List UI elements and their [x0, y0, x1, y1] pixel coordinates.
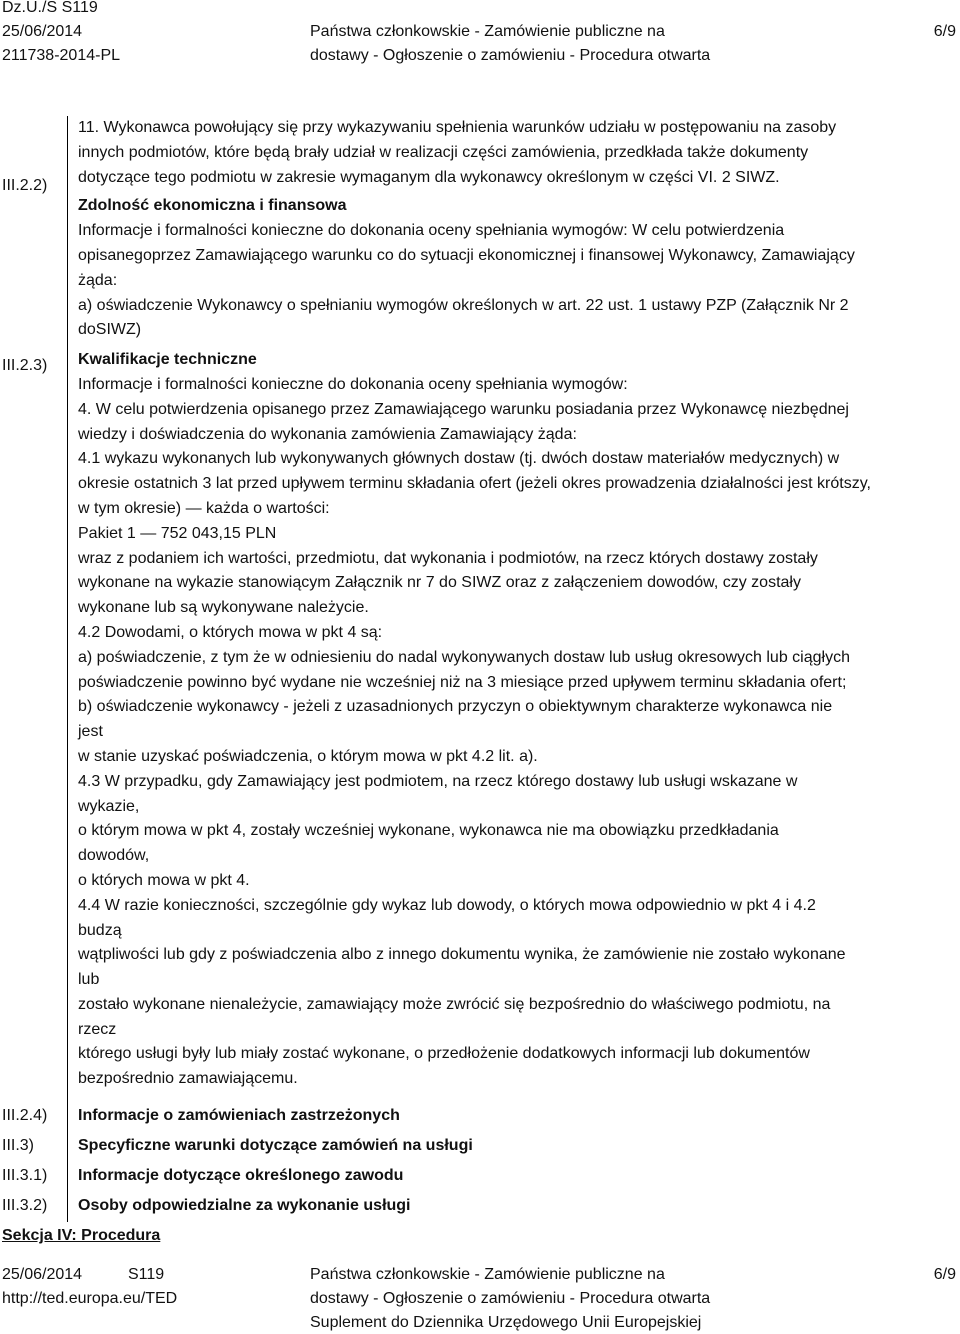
- header-journal-ref: Dz.U./S S119: [2, 0, 98, 16]
- header-title-line2: dostawy - Ogłoszenie o zamówieniu - Procedura otwarta: [310, 47, 711, 64]
- text-line: 4.3 W przypadku, gdy Zamawiający jest podmiotem, na rzecz którego dostawy lub usługi wskazane w: [78, 772, 798, 790]
- text-line: budzą: [78, 921, 122, 939]
- text-line: lub: [78, 971, 100, 989]
- technical-capacity-block: [78, 348, 948, 1092]
- section-number-iii-3: III.3): [2, 1137, 35, 1154]
- text-line: o którym mowa w pkt 4, zostały wcześniej wykonane, wykonawca nie ma obowiązku przedkładania: [78, 822, 779, 840]
- text-line: 4.2 Dowodami, o których mowa w pkt 4 są:: [78, 623, 383, 641]
- section-number-iii-2-2: III.2.2): [2, 177, 48, 194]
- margin-divider: [67, 116, 68, 1222]
- header-page-number: 6/9: [933, 23, 956, 40]
- text-line: o których mowa w pkt 4.: [78, 871, 250, 889]
- footer-title-line1: Państwa członkowskie - Zamówienie publiczne na: [310, 1266, 665, 1283]
- text-line: 4. W celu potwierdzenia opisanego przez Zamawiającego warunku posiadania przez Wykonawcę niezbędnej: [78, 400, 849, 418]
- text-line: wykonane lub są wykonywane należycie.: [78, 599, 369, 617]
- responsible-persons-title: Osoby odpowiedzialne za wykonanie usługi: [78, 1197, 411, 1214]
- paragraph-item-11: [78, 116, 948, 190]
- text-line: 4.1 wykazu wykonanych lub wykonywanych głównych dostaw (tj. dwóch dostaw materiałów medycznych) w: [78, 450, 840, 468]
- text-line: wraz z podaniem ich wartości, przedmiotu, dat wykonania i podmiotów, na rzecz których dostawy zostały: [78, 549, 818, 567]
- section-content: [78, 116, 948, 1092]
- text-line: wykazie,: [78, 797, 140, 815]
- text-line: poświadczenie powinno być wydane nie wcześniej niż na 3 miesiące przed upływem terminu składania ofert;: [78, 673, 847, 691]
- text-line: 4.4 W razie konieczności, szczególnie gdy wykaz lub dowody, o których mowa odpowiednio w pkt 4 i 4.2: [78, 896, 816, 914]
- section-number-iii-2-3: III.2.3): [2, 357, 48, 374]
- text-line: a) oświadczenie Wykonawcy o spełnianiu wymogów określonych w art. 22 ust. 1 ustawy PZP (Załącznik Nr 2: [78, 296, 849, 314]
- text-line: b) oświadczenie wykonawcy - jeżeli z uzasadnionych przyczyn o obiektywnym charakterze wykonawca nie: [78, 698, 833, 716]
- text-line: 11. Wykonawca powołujący się przy wykazywaniu spełnienia warunków udziału w postępowaniu na zasoby: [78, 119, 837, 136]
- footer-page-number: 6/9: [933, 1266, 956, 1283]
- section-number-iii-2-4: III.2.4): [2, 1107, 48, 1124]
- text-line: a) poświadczenie, z tym że w odniesieniu do nadal wykonywanych dostaw lub usług okresowych lub ciągłych: [78, 648, 850, 666]
- profession-info-title: Informacje dotyczące określonego zawodu: [78, 1167, 404, 1184]
- header-notice-id: 211738-2014-PL: [2, 47, 121, 64]
- footer-date: 25/06/2014: [2, 1266, 83, 1283]
- section-iv-heading: Sekcja IV: Procedura: [2, 1227, 161, 1244]
- service-conditions-title: Specyficzne warunki dotyczące zamówień na usługi: [78, 1137, 473, 1154]
- text-line: rzecz: [78, 1020, 117, 1038]
- footer-supplement: Suplement do Dziennika Urzędowego Unii Europejskiej: [310, 1314, 702, 1331]
- text-line: dowodów,: [78, 847, 150, 865]
- header-date: 25/06/2014: [2, 23, 83, 40]
- text-line: wątpliwości lub gdy z poświadczenia albo z innego dokumentu wynika, że zamówienie nie zostało wykonane: [78, 946, 846, 964]
- text-line: którego usługi były lub miały zostać wykonane, o przedłożenie dodatkowych informacji lub dokumentów: [78, 1045, 810, 1063]
- reserved-contracts-title: Informacje o zamówieniach zastrzeżonych: [78, 1107, 400, 1124]
- text-line: w tym okresie) — każda o wartości:: [78, 499, 330, 517]
- section-number-iii-3-2: III.3.2): [2, 1197, 48, 1214]
- text-line: opisanegoprzez Zamawiającego warunku co do sytuacji ekonomicznej i finansowej Wykonawcy, Zamawiający: [78, 246, 855, 264]
- text-line: jest: [78, 723, 103, 741]
- economic-capacity-title: Zdolność ekonomiczna i finansowa: [78, 197, 347, 215]
- text-line: Informacje i formalności konieczne do dokonania oceny spełniania wymogów: W celu potwierdzenia: [78, 222, 785, 240]
- section-number-iii-3-1: III.3.1): [2, 1167, 48, 1184]
- footer-url[interactable]: http://ted.europa.eu/TED: [2, 1290, 178, 1307]
- text-line: innych podmiotów, które będą brały udział w realizacji części zamówienia, przedkłada także dokumenty: [78, 143, 809, 161]
- technical-capacity-title: Kwalifikacje techniczne: [78, 351, 257, 369]
- footer-title-line2: dostawy - Ogłoszenie o zamówieniu - Procedura otwarta: [310, 1290, 711, 1307]
- text-line: zostało wykonane nienależycie, zamawiający może zwrócić się bezpośrednio do właściwego podmiotu, na: [78, 995, 831, 1013]
- text-line: Informacje i formalności konieczne do dokonania oceny spełniania wymogów:: [78, 375, 628, 393]
- text-line: żąda:: [78, 271, 118, 289]
- text-line: dotyczące tego podmiotu w zakresie wymaganym dla wykonawcy określonym w części VI. 2 SIWZ.: [78, 168, 780, 186]
- text-line: wiedzy i doświadczenia do wykonania zamówienia Zamawiający żąda:: [78, 425, 577, 443]
- footer-series: S119: [128, 1266, 165, 1283]
- economic-capacity-block: [78, 194, 948, 343]
- text-line: doSIWZ): [78, 321, 142, 339]
- header-title-line1: Państwa członkowskie - Zamówienie publiczne na: [310, 23, 665, 40]
- text-line: Pakiet 1 — 752 043,15 PLN: [78, 524, 277, 542]
- text-line: wykonane na wykazie stanowiącym Załącznik nr 7 do SIWZ oraz z załączeniem dowodów, czy zostały: [78, 574, 801, 592]
- text-line: okresie ostatnich 3 lat przed upływem terminu składania ofert (jeżeli okres prowadzenia działalności jest krótszy,: [78, 475, 871, 493]
- text-line: bezpośrednio zamawiającemu.: [78, 1070, 298, 1088]
- text-line: w stanie uzyskać poświadczenia, o którym mowa w pkt 4.2 lit. a).: [78, 747, 538, 765]
